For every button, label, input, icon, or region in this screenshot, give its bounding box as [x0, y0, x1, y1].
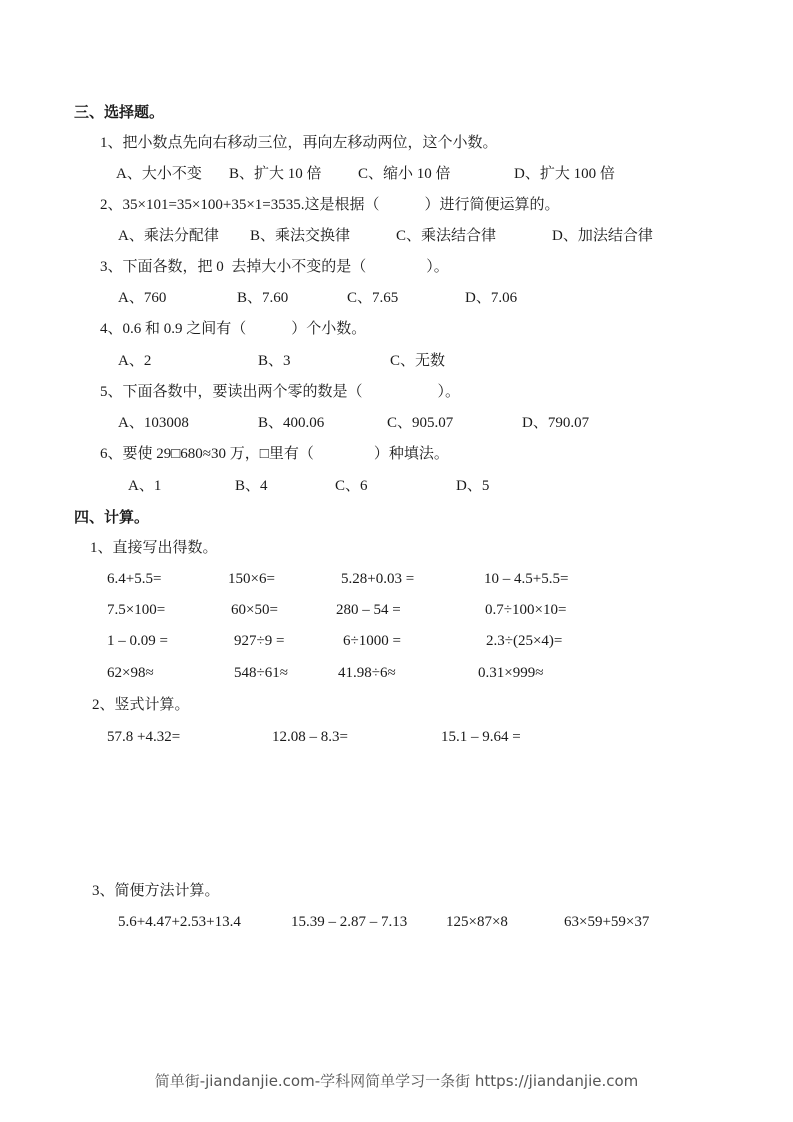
question-6-option-b: B、4: [235, 478, 268, 494]
question-3-option-d: D、7.06: [465, 290, 518, 306]
part-1-title: 1、直接写出得数。: [90, 540, 218, 556]
part-3-title: 3、简便方法计算。: [92, 883, 220, 899]
part-2-title: 2、竖式计算。: [92, 697, 190, 713]
question-1-text: 1、把小数点先向右移动三位，再向左移动两位，这个小数。: [100, 135, 498, 151]
calc-r4-c1: 62×98≈: [107, 665, 154, 681]
calc-r1-c3: 5.28+0.03 =: [341, 571, 415, 587]
question-3-text: 3、下面各数，把 0 去掉大小不变的是（ ）。: [100, 259, 449, 275]
calc-r1-c1: 6.4+5.5=: [107, 571, 162, 587]
question-4-option-a: A、2: [118, 353, 152, 369]
calc-r3-c2: 927÷9 =: [234, 633, 285, 649]
question-5-option-d: D、790.07: [522, 415, 590, 431]
calc-r3-c1: 1 – 0.09 =: [107, 633, 168, 649]
question-2-option-c: C、乘法结合律: [396, 228, 497, 244]
question-4-option-c: C、无数: [390, 353, 446, 369]
section-3-title: 三、选择题。: [74, 103, 165, 121]
calc-r3-c3: 6÷1000 =: [343, 633, 401, 649]
footer-watermark: 简单街-jiandanjie.com-学科网简单学习一条街 https://jiandanjie.com: [154, 1072, 639, 1090]
question-2-option-b: B、乘法交换律: [250, 228, 351, 244]
calc-r3-c4: 2.3÷(25×4)=: [486, 633, 563, 649]
question-1-option-b: B、扩大 10 倍: [229, 166, 322, 182]
question-1-option-d: D、扩大 100 倍: [514, 166, 615, 182]
section-4-title: 四、计算。: [74, 508, 150, 526]
question-5-option-c: C、905.07: [387, 415, 454, 431]
question-2-option-d: D、加法结合律: [552, 228, 653, 244]
question-6-option-d: D、5: [456, 478, 490, 494]
question-5-text: 5、下面各数中，要读出两个零的数是（ ）。: [100, 384, 461, 400]
vertical-calc-1: 57.8 +4.32=: [107, 729, 181, 745]
question-4-text: 4、0.6 和 0.9 之间有（ ）个小数。: [100, 321, 367, 337]
vertical-calc-2: 12.08 – 8.3=: [272, 729, 348, 745]
question-3-option-c: C、7.65: [347, 290, 399, 306]
question-1-option-a: A、大小不变: [116, 166, 202, 182]
question-2-text: 2、35×101=35×100+35×1=3535.这是根据（ ）进行简便运算的。: [100, 197, 560, 213]
calc-r1-c4: 10 – 4.5+5.5=: [484, 571, 569, 587]
calc-r2-c3: 280 – 54 =: [336, 602, 401, 618]
question-4-option-b: B、3: [258, 353, 291, 369]
question-6-option-a: A、1: [128, 478, 162, 494]
question-2-option-a: A、乘法分配律: [118, 228, 219, 244]
simplify-calc-3: 125×87×8: [446, 914, 508, 930]
calc-r2-c2: 60×50=: [231, 602, 278, 618]
question-6-text: 6、要使 29□680≈30 万，□里有（ ）种填法。: [100, 446, 449, 462]
calc-r2-c4: 0.7÷100×10=: [485, 602, 567, 618]
calc-r4-c4: 0.31×999≈: [478, 665, 544, 681]
question-6-option-c: C、6: [335, 478, 368, 494]
calc-r2-c1: 7.5×100=: [107, 602, 166, 618]
question-3-option-b: B、7.60: [237, 290, 289, 306]
question-5-option-b: B、400.06: [258, 415, 325, 431]
calc-r4-c3: 41.98÷6≈: [338, 665, 396, 681]
question-5-option-a: A、103008: [118, 415, 189, 431]
simplify-calc-1: 5.6+4.47+2.53+13.4: [118, 914, 241, 930]
simplify-calc-2: 15.39 – 2.87 – 7.13: [291, 914, 408, 930]
question-3-option-a: A、760: [118, 290, 167, 306]
simplify-calc-4: 63×59+59×37: [564, 914, 650, 930]
calc-r1-c2: 150×6=: [228, 571, 275, 587]
question-1-option-c: C、缩小 10 倍: [358, 166, 451, 182]
calc-r4-c2: 548÷61≈: [234, 665, 288, 681]
vertical-calc-3: 15.1 – 9.64 =: [441, 729, 521, 745]
